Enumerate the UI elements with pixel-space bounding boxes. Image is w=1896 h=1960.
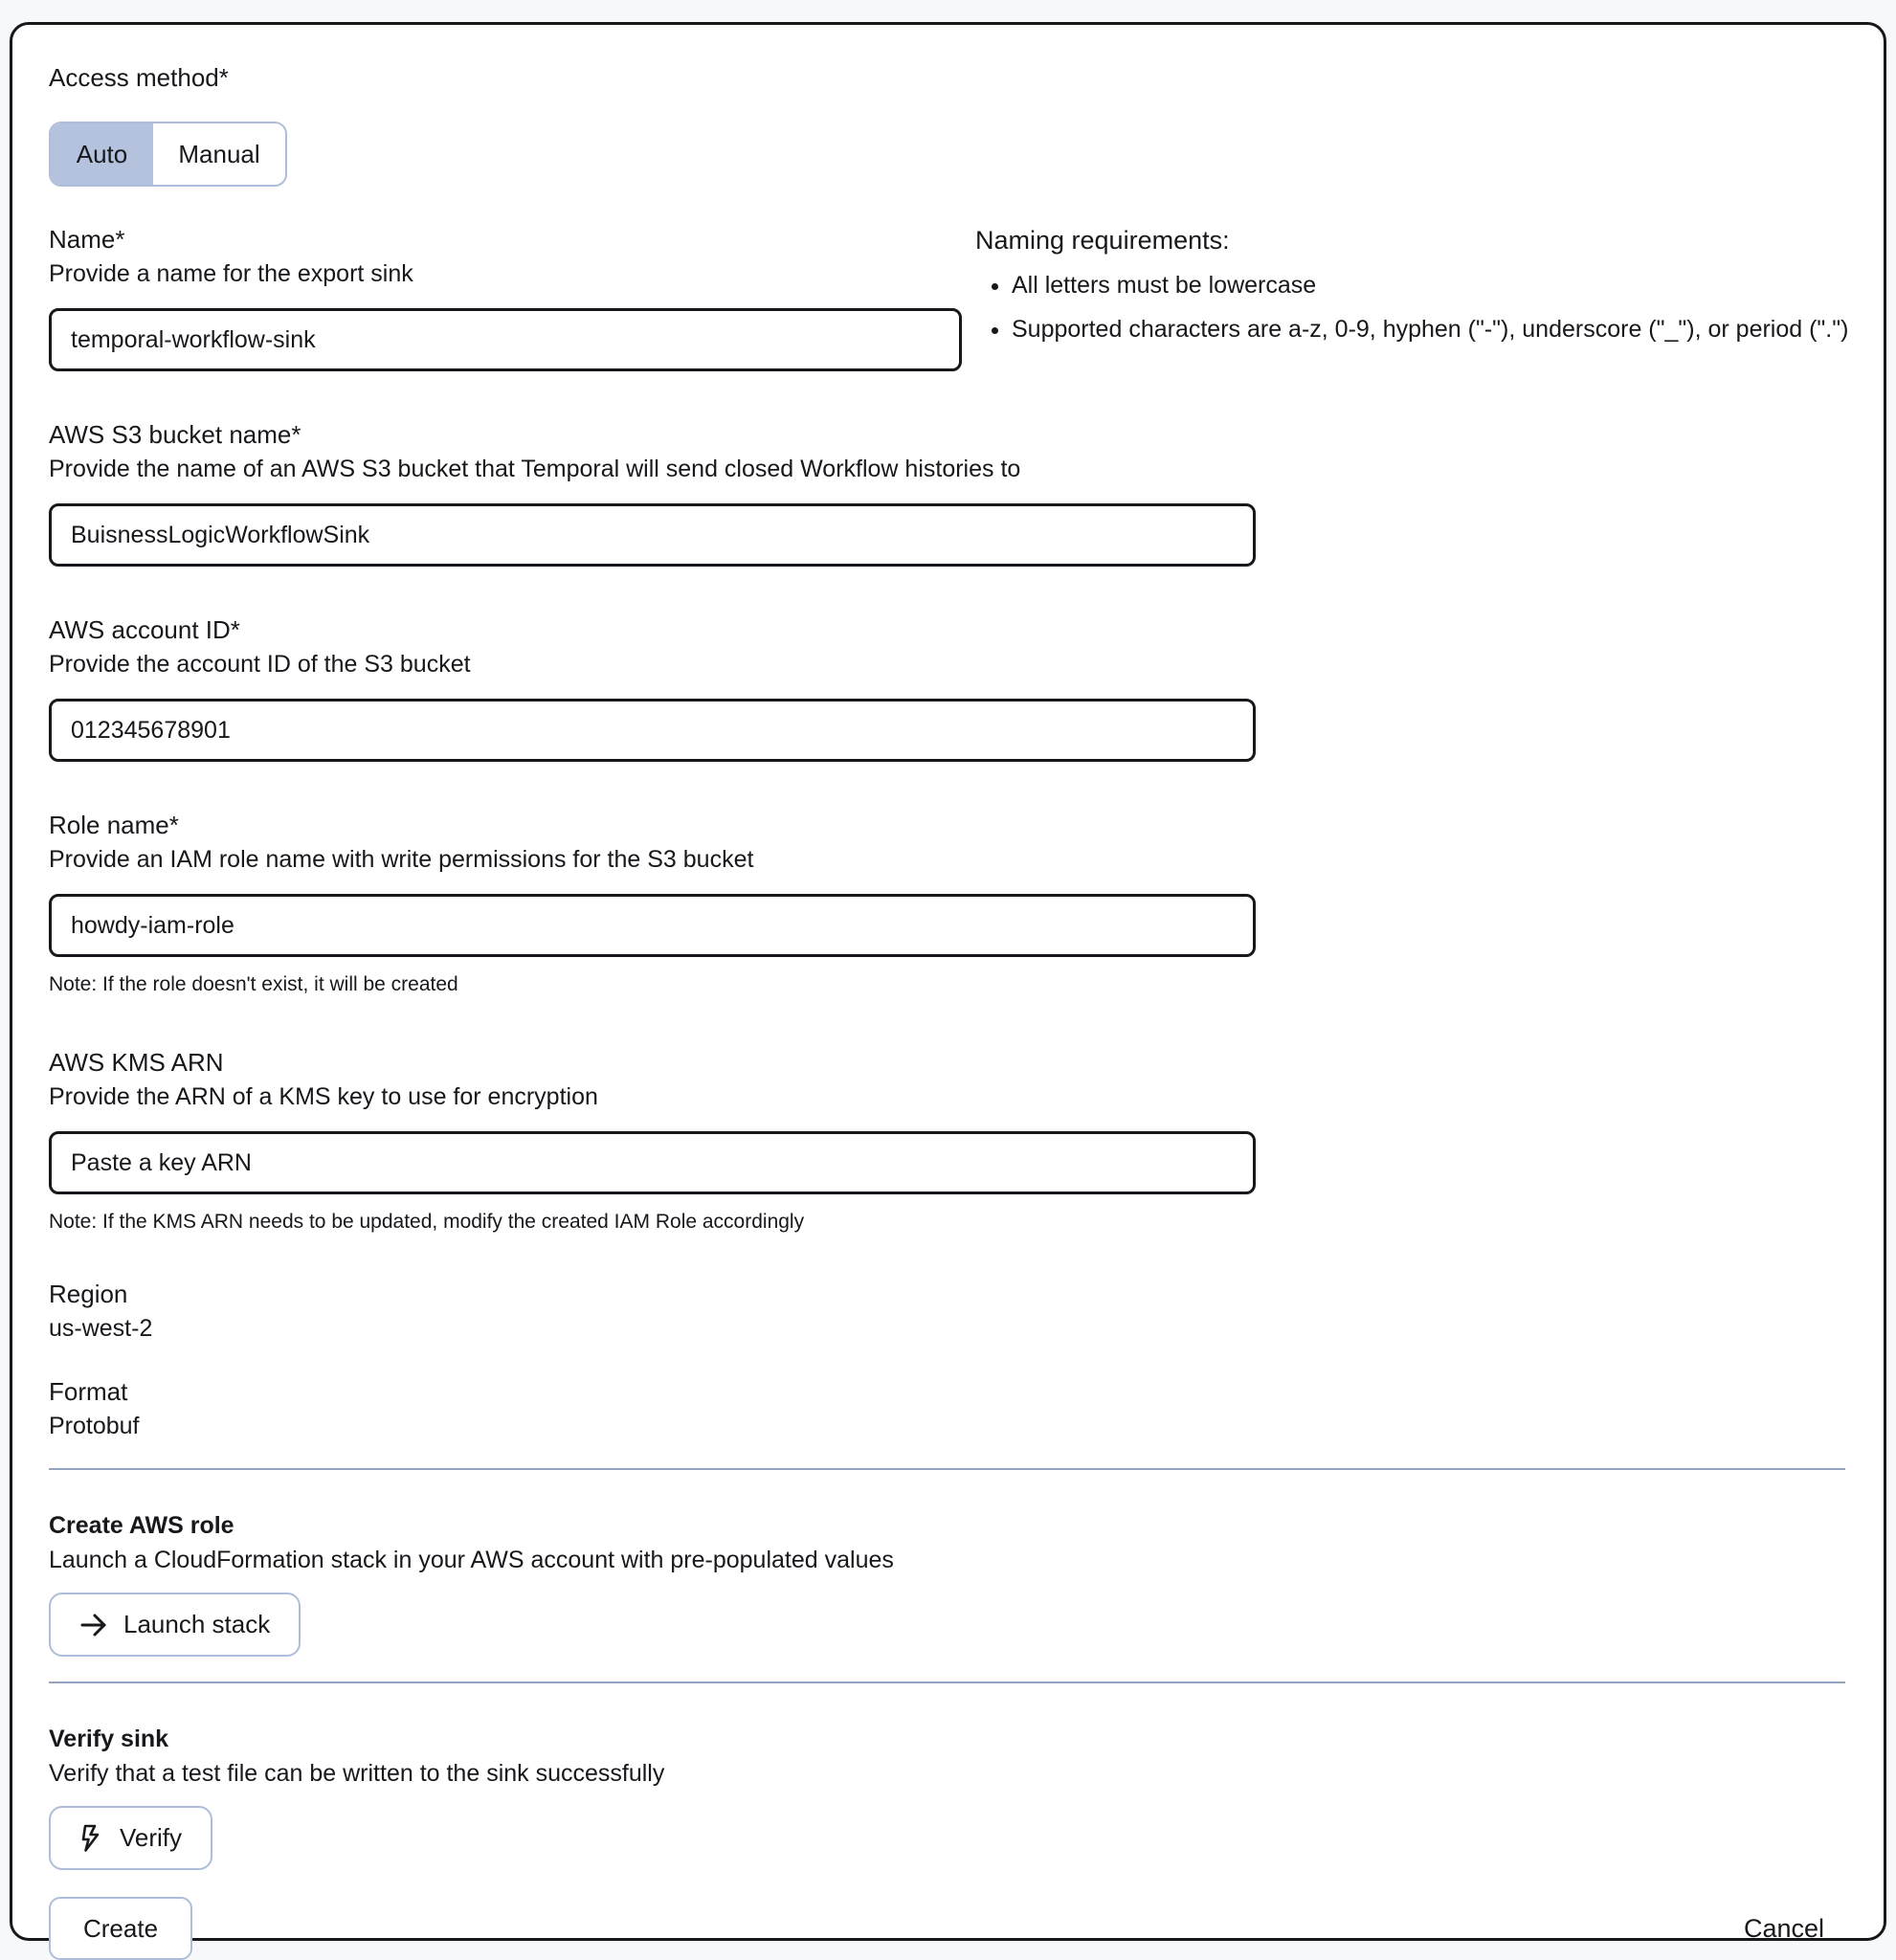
create-button-label: Create bbox=[83, 1913, 159, 1943]
naming-requirements-title: Naming requirements: bbox=[975, 226, 1230, 255]
access-method-option-manual-label: Manual bbox=[178, 139, 260, 168]
kms-arn-note: Note: If the KMS ARN needs to be updated, modify the created IAM Role accordingly bbox=[49, 1211, 805, 1233]
role-name-description: Provide an IAM role name with write permissions for the S3 bucket bbox=[49, 846, 754, 873]
kms-arn-description: Provide the ARN of a KMS key to use for encryption bbox=[49, 1083, 598, 1110]
create-aws-role-title: Create AWS role bbox=[49, 1512, 234, 1539]
s3-bucket-input[interactable] bbox=[49, 503, 1256, 567]
s3-bucket-label: AWS S3 bucket name* bbox=[49, 420, 301, 449]
verify-button-label: Verify bbox=[120, 1823, 183, 1852]
verify-sink-description: Verify that a test file can be written to the sink successfully bbox=[49, 1760, 665, 1787]
name-label: Name* bbox=[49, 225, 125, 254]
create-aws-role-section bbox=[49, 1508, 1845, 1657]
kms-arn-input[interactable] bbox=[49, 1131, 1256, 1194]
format-label: Format bbox=[49, 1377, 128, 1406]
name-input[interactable] bbox=[49, 308, 962, 371]
lightning-bolt-icon bbox=[79, 1824, 104, 1853]
form-footer bbox=[49, 1897, 1845, 1960]
access-method-option-manual[interactable] bbox=[153, 123, 285, 185]
kms-arn-label: AWS KMS ARN bbox=[49, 1048, 224, 1077]
create-aws-role-description: Launch a CloudFormation stack in your AWS account with pre-populated values bbox=[49, 1547, 894, 1573]
account-id-input[interactable] bbox=[49, 699, 1256, 762]
launch-stack-button[interactable] bbox=[49, 1592, 301, 1657]
name-field-group bbox=[49, 222, 962, 371]
cancel-button[interactable]: Cancel bbox=[1743, 1913, 1824, 1943]
s3-bucket-field-group bbox=[49, 417, 1845, 567]
verify-sink-section bbox=[49, 1722, 1845, 1870]
naming-requirements bbox=[975, 222, 1880, 371]
access-method-toggle bbox=[49, 122, 287, 187]
launch-stack-button-label: Launch stack bbox=[123, 1610, 271, 1638]
account-id-description: Provide the account ID of the S3 bucket bbox=[49, 651, 471, 678]
access-method-option-auto[interactable] bbox=[51, 123, 153, 185]
format-field bbox=[49, 1374, 1845, 1443]
access-method-label: Access method* bbox=[49, 63, 229, 92]
arrow-right-icon bbox=[79, 1613, 108, 1637]
region-label: Region bbox=[49, 1280, 128, 1308]
role-name-input[interactable] bbox=[49, 894, 1256, 957]
region-value: us-west-2 bbox=[49, 1315, 153, 1342]
section-divider bbox=[49, 1682, 1845, 1683]
account-id-field-group bbox=[49, 612, 1845, 762]
s3-bucket-description: Provide the name of an AWS S3 bucket that Temporal will send closed Workflow histories to bbox=[49, 456, 1021, 482]
create-button[interactable] bbox=[49, 1897, 192, 1960]
role-name-note: Note: If the role doesn't exist, it will be created bbox=[49, 973, 458, 995]
naming-requirement-item: • Supported characters are a-z, 0-9, hyphen ("-"), underscore ("_"), or period (".") bbox=[1012, 310, 1880, 348]
account-id-label: AWS account ID* bbox=[49, 615, 240, 644]
naming-requirements-list bbox=[975, 266, 1880, 348]
verify-button[interactable] bbox=[49, 1806, 212, 1870]
access-method-option-auto-label: Auto bbox=[76, 139, 128, 168]
region-field bbox=[49, 1277, 1845, 1346]
name-description: Provide a name for the export sink bbox=[49, 260, 413, 287]
naming-requirement-item: • All letters must be lowercase bbox=[1012, 266, 1880, 304]
verify-sink-title: Verify sink bbox=[49, 1726, 169, 1752]
export-sink-form-card bbox=[10, 22, 1886, 1941]
role-name-field-group bbox=[49, 808, 1845, 999]
format-value: Protobuf bbox=[49, 1413, 140, 1439]
kms-arn-field-group bbox=[49, 1045, 1845, 1236]
section-divider bbox=[49, 1468, 1845, 1470]
role-name-label: Role name* bbox=[49, 811, 179, 839]
